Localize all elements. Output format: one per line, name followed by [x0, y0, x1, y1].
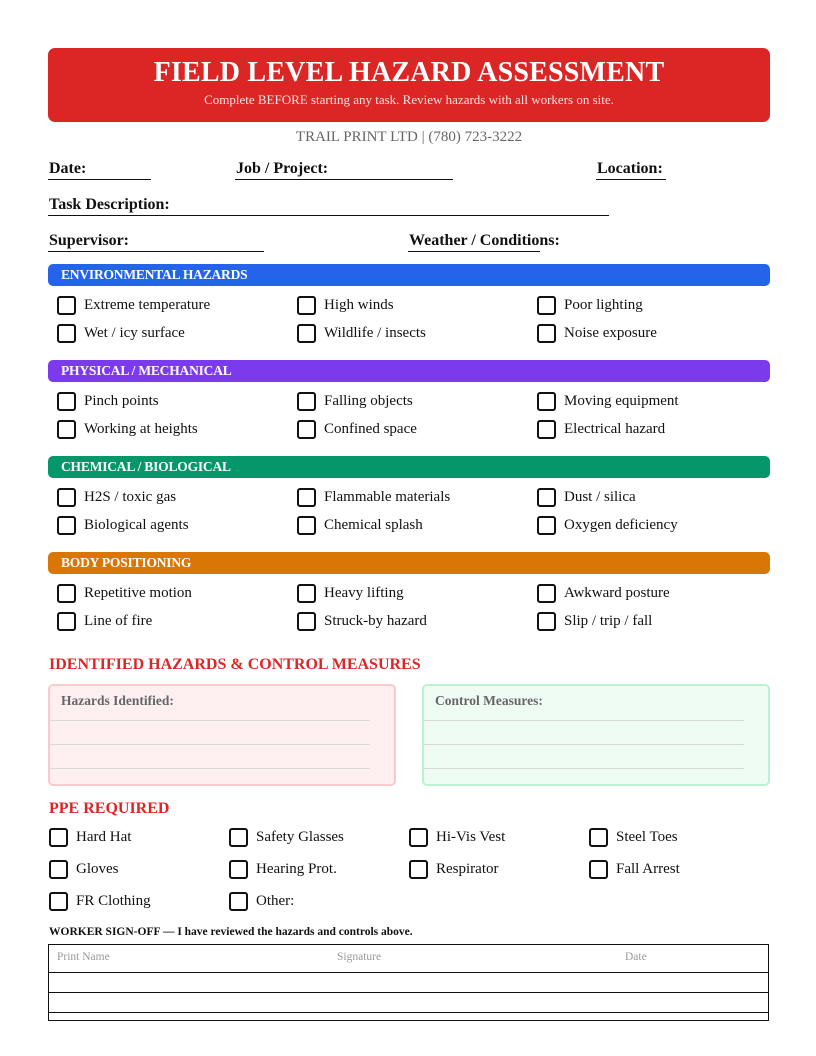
- task-description-label: Task Description:: [49, 196, 170, 213]
- checkbox-label: Electrical hazard: [564, 421, 666, 437]
- checkbox-icon[interactable]: [297, 612, 316, 631]
- checkbox-icon[interactable]: [537, 612, 556, 631]
- hazards-identified-box[interactable]: [48, 684, 396, 786]
- checkbox-label: Fall Arrest: [616, 861, 680, 877]
- checkbox-label: Hard Hat: [76, 829, 132, 845]
- checkbox-icon[interactable]: [537, 420, 556, 439]
- checkbox-label: Poor lighting: [564, 297, 643, 313]
- checkbox-label: Hearing Prot.: [256, 861, 337, 877]
- signoff-header-row: [49, 945, 768, 973]
- writing-line: [424, 744, 744, 745]
- checkbox-icon[interactable]: [57, 420, 76, 439]
- checkbox-icon[interactable]: [297, 516, 316, 535]
- checkbox-label: Repetitive motion: [84, 585, 192, 601]
- checkbox-label: Dust / silica: [564, 489, 636, 505]
- checkbox-label: Safety Glasses: [256, 829, 344, 845]
- checkbox-label: High winds: [324, 297, 394, 313]
- checkbox-label: Hi-Vis Vest: [436, 829, 506, 845]
- section-environmental-header: ENVIRONMENTAL HAZARDS: [48, 264, 770, 286]
- writing-line: [424, 768, 744, 769]
- checkbox-icon[interactable]: [57, 324, 76, 343]
- controls-heading: IDENTIFIED HAZARDS & CONTROL MEASURES: [49, 656, 421, 673]
- section-physical-header: PHYSICAL / MECHANICAL: [48, 360, 770, 382]
- date-underline: [48, 179, 151, 181]
- writing-line: [50, 720, 370, 721]
- supervisor-underline: [48, 251, 264, 253]
- checkbox-label: H2S / toxic gas: [84, 489, 177, 505]
- job-project-label: Job / Project:: [236, 160, 329, 177]
- weather-label: Weather / Conditions:: [409, 232, 560, 249]
- signoff-row[interactable]: [49, 973, 768, 993]
- checkbox-icon[interactable]: [537, 392, 556, 411]
- writing-line: [424, 720, 744, 721]
- checkbox-icon[interactable]: [297, 324, 316, 343]
- checkbox-icon[interactable]: [229, 860, 248, 879]
- checkbox-icon[interactable]: [57, 612, 76, 631]
- checkbox-label: Flammable materials: [324, 489, 451, 505]
- checkbox-label: Noise exposure: [564, 325, 657, 341]
- location-underline: [596, 179, 666, 181]
- checkbox-label: Falling objects: [324, 393, 413, 409]
- checkbox-icon[interactable]: [297, 488, 316, 507]
- checkbox-label: Pinch points: [84, 393, 159, 409]
- ppe-heading: PPE REQUIRED: [49, 800, 170, 817]
- section-chemical-header: CHEMICAL / BIOLOGICAL: [48, 456, 770, 478]
- checkbox-icon[interactable]: [49, 892, 68, 911]
- checkbox-label: Working at heights: [84, 421, 198, 437]
- writing-line: [50, 744, 370, 745]
- control-measures-label: Control Measures:: [435, 693, 543, 708]
- checkbox-label: Biological agents: [84, 517, 189, 533]
- checkbox-icon[interactable]: [297, 392, 316, 411]
- column-signature: Signature: [337, 951, 382, 963]
- job-project-field[interactable]: [235, 158, 453, 180]
- checkbox-label: Heavy lifting: [324, 585, 404, 601]
- location-field[interactable]: [596, 158, 696, 180]
- date-label: Date:: [49, 160, 87, 177]
- checkbox-label: Steel Toes: [616, 829, 678, 845]
- section-body-positioning-header: BODY POSITIONING: [48, 552, 770, 574]
- signoff-row[interactable]: [49, 993, 768, 1013]
- form-subtitle: Complete BEFORE starting any task. Review hazards with all workers on site.: [204, 92, 614, 107]
- checkbox-icon[interactable]: [49, 860, 68, 879]
- checkbox-label: Struck-by hazard: [324, 613, 427, 629]
- signoff-heading: WORKER SIGN-OFF — I have reviewed the hazards and controls above.: [49, 926, 413, 938]
- checkbox-icon[interactable]: [537, 516, 556, 535]
- checkbox-label: Extreme temperature: [84, 297, 211, 313]
- checkbox-icon[interactable]: [537, 296, 556, 315]
- job-project-underline: [235, 179, 453, 181]
- checkbox-icon[interactable]: [229, 892, 248, 911]
- form-title: FIELD LEVEL HAZARD ASSESSMENT: [153, 57, 665, 88]
- supervisor-label: Supervisor:: [49, 232, 129, 249]
- task-description-field[interactable]: [48, 194, 609, 216]
- checkbox-label: Moving equipment: [564, 393, 679, 409]
- checkbox-label: Gloves: [76, 861, 119, 877]
- date-field[interactable]: [48, 158, 151, 180]
- checkbox-icon[interactable]: [229, 828, 248, 847]
- checkbox-label: Line of fire: [84, 613, 153, 629]
- control-measures-box[interactable]: [422, 684, 770, 786]
- checkbox-icon[interactable]: [297, 420, 316, 439]
- location-label: Location:: [597, 160, 663, 177]
- task-description-underline: [48, 215, 609, 217]
- company-info: TRAIL PRINT LTD | (780) 723-3222: [295, 129, 523, 145]
- checkbox-icon[interactable]: [57, 488, 76, 507]
- checkbox-label: Respirator: [436, 861, 499, 877]
- checkbox-label: Wildlife / insects: [324, 325, 426, 341]
- checkbox-icon[interactable]: [49, 828, 68, 847]
- checkbox-icon[interactable]: [297, 584, 316, 603]
- column-print-name: Print Name: [57, 951, 110, 963]
- checkbox-icon[interactable]: [57, 516, 76, 535]
- checkbox-label: Chemical splash: [324, 517, 423, 533]
- checkbox-icon[interactable]: [57, 296, 76, 315]
- checkbox-icon[interactable]: [409, 828, 428, 847]
- checkbox-label: FR Clothing: [76, 893, 151, 909]
- weather-field[interactable]: [408, 230, 588, 252]
- column-date: Date: [625, 951, 647, 963]
- writing-line: [50, 768, 370, 769]
- checkbox-icon[interactable]: [57, 584, 76, 603]
- supervisor-field[interactable]: [48, 230, 264, 252]
- checkbox-icon[interactable]: [537, 488, 556, 507]
- checkbox-label: Confined space: [324, 421, 417, 437]
- checkbox-icon[interactable]: [297, 296, 316, 315]
- checkbox-label: Slip / trip / fall: [564, 613, 653, 629]
- checkbox-icon[interactable]: [57, 392, 76, 411]
- checkbox-icon[interactable]: [409, 860, 428, 879]
- checkbox-icon[interactable]: [589, 828, 608, 847]
- hazards-identified-label: Hazards Identified:: [61, 693, 174, 708]
- checkbox-label: Other:: [256, 893, 295, 909]
- weather-underline: [408, 251, 540, 253]
- title-banner: [48, 48, 770, 122]
- signoff-table: [48, 944, 769, 1021]
- checkbox-label: Awkward posture: [564, 585, 670, 601]
- checkbox-label: Wet / icy surface: [84, 325, 185, 341]
- checkbox-icon[interactable]: [537, 324, 556, 343]
- checkbox-label: Oxygen deficiency: [564, 517, 678, 533]
- checkbox-icon[interactable]: [589, 860, 608, 879]
- checkbox-icon[interactable]: [537, 584, 556, 603]
